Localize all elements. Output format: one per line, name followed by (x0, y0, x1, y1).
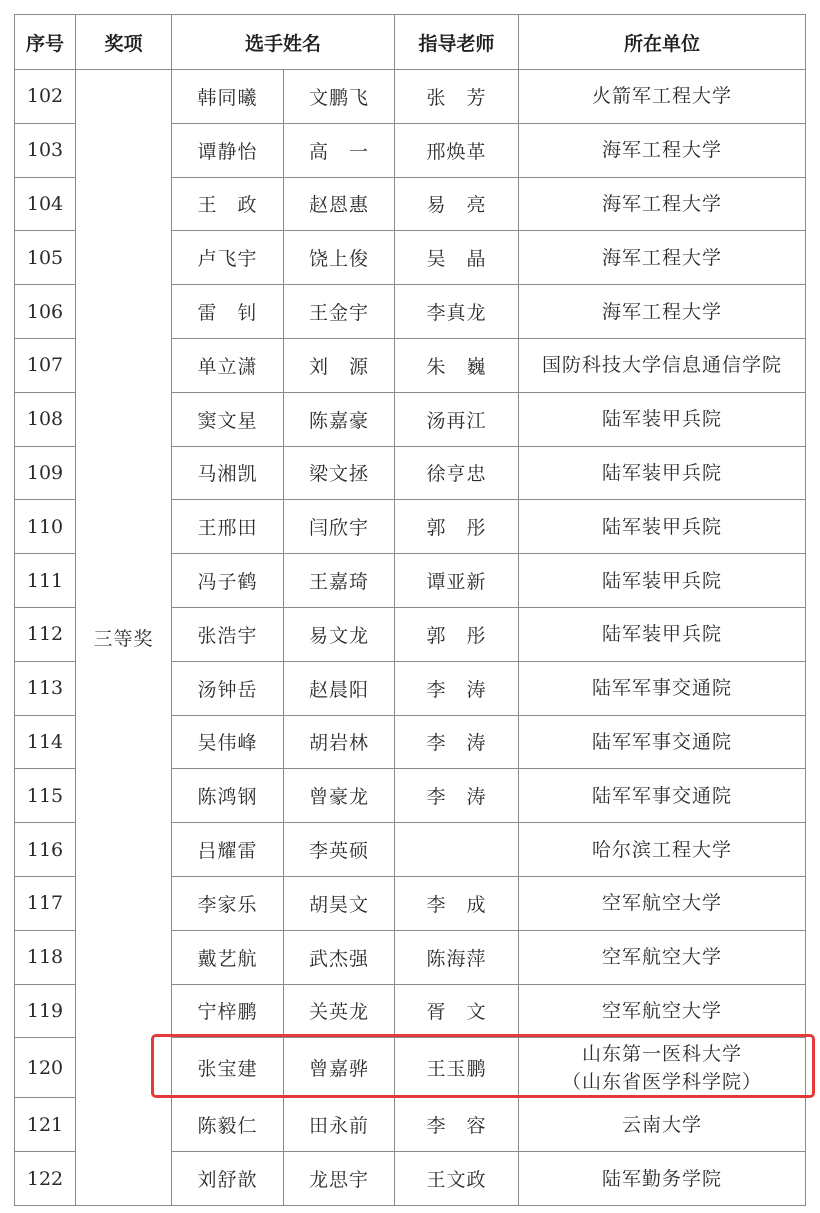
cell-unit (519, 823, 806, 877)
cell-contestant-name: 宁梓鹏 (172, 984, 284, 1038)
cell-teacher (395, 823, 519, 877)
cell-contestant-name: 李英硕 (284, 823, 395, 877)
cell-seq: 117 (15, 876, 76, 930)
unit-line: 陆军勤务学院 (602, 1167, 723, 1190)
cell-contestant-name: 王金宇 (284, 285, 395, 339)
cell-seq: 120 (15, 1038, 76, 1098)
cell-contestant-name: 关英龙 (284, 984, 395, 1038)
cell-unit (519, 930, 806, 984)
cell-contestant-name: 陈毅仁 (172, 1098, 284, 1152)
cell-unit (519, 984, 806, 1038)
unit-line: 云南大学 (622, 1113, 703, 1136)
cell-unit (519, 715, 806, 769)
cell-teacher: 李 涛 (395, 661, 519, 715)
cell-teacher: 郭 彤 (395, 607, 519, 661)
cell-seq: 113 (15, 661, 76, 715)
cell-contestant-name: 刘舒歆 (172, 1152, 284, 1206)
cell-unit (519, 338, 806, 392)
unit-line: 国防科技大学信息通信学院 (542, 354, 783, 377)
cell-seq: 103 (15, 123, 76, 177)
cell-teacher: 朱 巍 (395, 338, 519, 392)
cell-teacher: 王文政 (395, 1152, 519, 1206)
highlight-box (151, 1034, 815, 1098)
cell-contestant-name: 韩同曦 (172, 70, 284, 124)
unit-line: 山东第一医科大学 (582, 1042, 743, 1065)
cell-teacher: 徐亨忠 (395, 446, 519, 500)
cell-teacher: 汤再江 (395, 392, 519, 446)
cell-unit (519, 1098, 806, 1152)
cell-seq: 105 (15, 231, 76, 285)
cell-contestant-name: 陈鸿钢 (172, 769, 284, 823)
cell-contestant-name: 曾嘉骅 (284, 1038, 395, 1098)
cell-contestant-name: 谭静怡 (172, 123, 284, 177)
cell-contestant-name: 王嘉琦 (284, 554, 395, 608)
unit-line: 陆军军事交通院 (592, 677, 733, 700)
table-row (15, 70, 806, 124)
cell-contestant-name: 汤钟岳 (172, 661, 284, 715)
cell-unit (519, 1152, 806, 1206)
unit-line: 火箭军工程大学 (592, 85, 733, 108)
cell-contestant-name: 赵恩惠 (284, 177, 395, 231)
cell-teacher: 李真龙 (395, 285, 519, 339)
cell-contestant-name: 马湘凯 (172, 446, 284, 500)
cell-contestant-name: 饶上俊 (284, 231, 395, 285)
unit-line: 陆军装甲兵院 (602, 461, 723, 484)
unit-line: 空军航空大学 (602, 999, 723, 1022)
cell-contestant-name: 易文龙 (284, 607, 395, 661)
cell-contestant-name: 冯子鹤 (172, 554, 284, 608)
unit-line: 陆军装甲兵院 (602, 515, 723, 538)
cell-seq: 108 (15, 392, 76, 446)
cell-teacher: 李 容 (395, 1098, 519, 1152)
cell-seq: 115 (15, 769, 76, 823)
cell-contestant-name: 龙思宇 (284, 1152, 395, 1206)
unit-line: 空军航空大学 (602, 946, 723, 969)
cell-contestant-name: 王 政 (172, 177, 284, 231)
cell-teacher: 李 涛 (395, 715, 519, 769)
header-unit: 所在单位 (519, 15, 806, 70)
cell-unit (519, 769, 806, 823)
unit-line: 陆军装甲兵院 (602, 408, 723, 431)
cell-contestant-name: 戴艺航 (172, 930, 284, 984)
cell-unit (519, 392, 806, 446)
cell-contestant-name: 赵晨阳 (284, 661, 395, 715)
unit-line: 哈尔滨工程大学 (592, 838, 733, 861)
cell-award: 三等奖 (76, 70, 172, 1206)
cell-unit (519, 876, 806, 930)
unit-line: 陆军军事交通院 (592, 784, 733, 807)
cell-contestant-name: 梁文拯 (284, 446, 395, 500)
cell-teacher: 胥 文 (395, 984, 519, 1038)
cell-seq: 102 (15, 70, 76, 124)
unit-line: 海军工程大学 (602, 192, 723, 215)
cell-seq: 122 (15, 1152, 76, 1206)
header-contestants: 选手姓名 (172, 15, 395, 70)
cell-contestant-name: 曾豪龙 (284, 769, 395, 823)
cell-contestant-name: 窦文星 (172, 392, 284, 446)
cell-teacher: 邢焕革 (395, 123, 519, 177)
cell-teacher: 吴 晶 (395, 231, 519, 285)
cell-unit (519, 500, 806, 554)
cell-contestant-name: 田永前 (284, 1098, 395, 1152)
cell-seq: 106 (15, 285, 76, 339)
cell-contestant-name: 吴伟峰 (172, 715, 284, 769)
cell-teacher: 李 成 (395, 876, 519, 930)
unit-line: 海军工程大学 (602, 246, 723, 269)
cell-contestant-name: 胡昊文 (284, 876, 395, 930)
cell-unit (519, 231, 806, 285)
cell-contestant-name: 陈嘉豪 (284, 392, 395, 446)
unit-line: 空军航空大学 (602, 892, 723, 915)
cell-contestant-name: 张浩宇 (172, 607, 284, 661)
cell-teacher: 李 涛 (395, 769, 519, 823)
cell-contestant-name: 胡岩林 (284, 715, 395, 769)
header-row (15, 15, 806, 70)
header-award: 奖项 (76, 15, 172, 70)
unit-line: （山东省医学科学院） (562, 1070, 763, 1093)
cell-unit (519, 554, 806, 608)
cell-teacher: 张 芳 (395, 70, 519, 124)
cell-seq: 104 (15, 177, 76, 231)
cell-contestant-name: 文鹏飞 (284, 70, 395, 124)
unit-line: 陆军装甲兵院 (602, 569, 723, 592)
header-seq: 序号 (15, 15, 76, 70)
cell-teacher: 陈海萍 (395, 930, 519, 984)
cell-unit (519, 285, 806, 339)
cell-seq: 111 (15, 554, 76, 608)
unit-line: 陆军装甲兵院 (602, 623, 723, 646)
unit-line: 陆军军事交通院 (592, 730, 733, 753)
cell-seq: 112 (15, 607, 76, 661)
cell-unit (519, 177, 806, 231)
award-table (14, 14, 806, 1206)
cell-seq: 121 (15, 1098, 76, 1152)
cell-teacher: 谭亚新 (395, 554, 519, 608)
cell-seq: 110 (15, 500, 76, 554)
cell-seq: 119 (15, 984, 76, 1038)
cell-contestant-name: 王邢田 (172, 500, 284, 554)
cell-unit (519, 661, 806, 715)
cell-unit (519, 446, 806, 500)
cell-contestant-name: 雷 钊 (172, 285, 284, 339)
cell-seq: 114 (15, 715, 76, 769)
cell-contestant-name: 吕耀雷 (172, 823, 284, 877)
cell-teacher: 郭 彤 (395, 500, 519, 554)
cell-seq: 118 (15, 930, 76, 984)
cell-contestant-name: 高 一 (284, 123, 395, 177)
cell-seq: 116 (15, 823, 76, 877)
cell-contestant-name: 武杰强 (284, 930, 395, 984)
cell-contestant-name: 闫欣宇 (284, 500, 395, 554)
unit-line: 海军工程大学 (602, 139, 723, 162)
cell-teacher: 王玉鹏 (395, 1038, 519, 1098)
cell-unit (519, 607, 806, 661)
cell-contestant-name: 李家乐 (172, 876, 284, 930)
unit-line: 海军工程大学 (602, 300, 723, 323)
cell-teacher: 易 亮 (395, 177, 519, 231)
cell-contestant-name: 刘 源 (284, 338, 395, 392)
cell-contestant-name: 张宝建 (172, 1038, 284, 1098)
header-teacher: 指导老师 (395, 15, 519, 70)
cell-unit (519, 123, 806, 177)
cell-seq: 107 (15, 338, 76, 392)
cell-unit (519, 70, 806, 124)
cell-seq: 109 (15, 446, 76, 500)
cell-contestant-name: 单立潇 (172, 338, 284, 392)
cell-contestant-name: 卢飞宇 (172, 231, 284, 285)
